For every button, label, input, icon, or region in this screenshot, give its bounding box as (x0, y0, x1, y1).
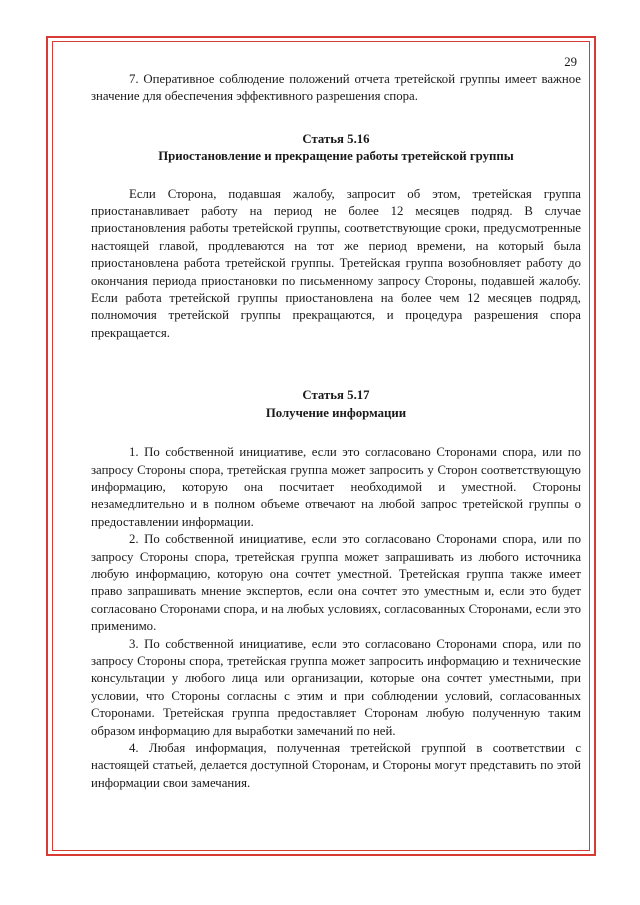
article-5-16-number: Статья 5.16 (302, 131, 370, 146)
article-5-17 (91, 387, 581, 792)
article-5-16-paragraph: Если Сторона, подавшая жалобу, запросит об этом, третейская группа приостанавливает работу на период не более 12 месяцев подряд. В случае приостановления работы третейской группы, соответствующие сроки, предусмотренные настоящей главой, продлеваются на тот же период времени, на который была приостановлена работа третейской группы. Третейская группа возобновляет работу до окончания периода приостановки по письменному запросу Стороны, подавшей жалобу. Если работа третейской группы приостановлена на более чем 12 месяцев подряд, полномочия третейской группы прекращаются, и процедура разрешения спора прекращается. (91, 186, 581, 340)
article-5-16-title: Приостановление и прекращение работы третейской группы (158, 149, 514, 164)
article-5-17-paragraph-2: 2. По собственной инициативе, если это согласовано Сторонами спора, или по запросу Стороны спора, третейская группа может запрашивать из любого источника любую информацию, которую она сочтет уместной. Третейская группа также имеет право запрашивать мнение экспертов, если она сочтет это уместным и, если это будет согласовано Сторонами спора, и на любых условиях, согласованных Сторонами, если это применимо. (91, 532, 581, 634)
article-5-17-paragraph-1: 1. По собственной инициативе, если это согласовано Сторонами спора, или по запросу Стороны спора, третейская группа может запросить у Сторон соответствующую информацию, которую она посчитает необходимой и уместной. Стороны незамедлительно и в полном объеме отвечают на любой запрос третейской группы о предоставлении информации. (91, 445, 581, 529)
page-number: 29 (564, 55, 577, 69)
intro-paragraph: 7. Оперативное соблюдение положений отчета третейской группы имеет важное значение для обеспечения эффективного разрешения спора. (91, 72, 581, 104)
document-body (91, 54, 581, 792)
article-5-17-title: Получение информации (265, 405, 407, 420)
article-5-17-paragraph-3: 3. По собственной инициативе, если это согласовано Сторонами спора, или по запросу Стороны спора, третейская группа может запросить информацию и технические консультации у любого лица или организации, которые она сочтет уместными, при условии, что Стороны согласны с этим и при соблюдении условий, согласованных Сторонами. Третейская группа предоставляет Сторонам любую полученную таким образом информацию для выработки замечаний по ней. (91, 636, 581, 738)
article-5-17-number: Статья 5.17 (302, 388, 370, 403)
article-5-17-paragraph-4: 4. Любая информация, полученная третейской группой в соответствии с настоящей статьей, делается доступной Сторонам, и Стороны могут представить по этой информации свои замечания. (91, 741, 581, 790)
article-5-16 (91, 131, 581, 342)
